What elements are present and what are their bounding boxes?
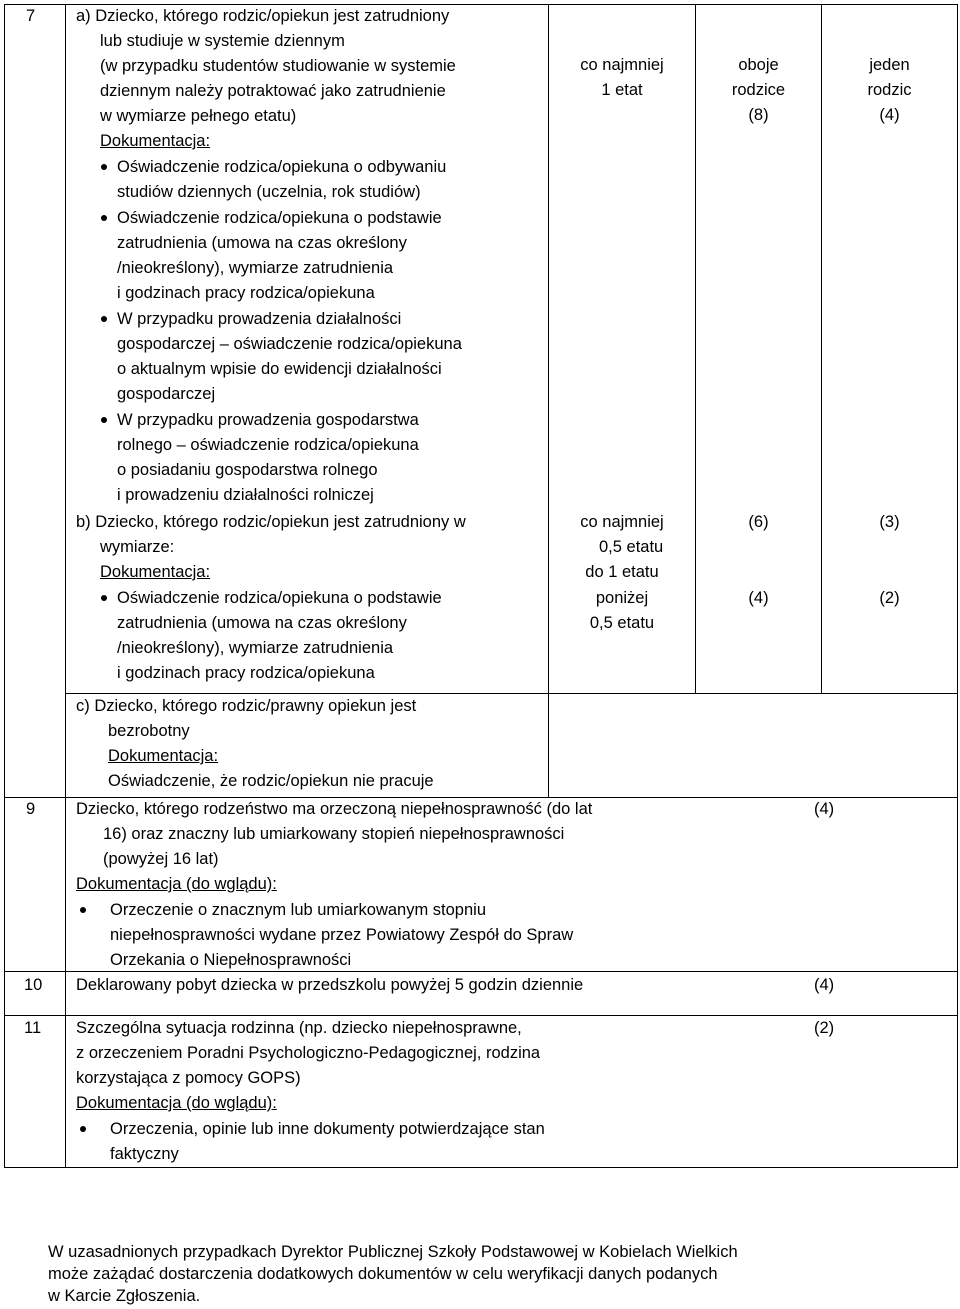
row7a-line-4: dziennym należy potraktować jako zatrudnienie — [100, 82, 446, 100]
both-points: (8) — [748, 106, 769, 124]
row9-b1-line-2: niepełnosprawności wydane przez Powiatowy Zespół do Spraw — [110, 926, 574, 944]
row9-line-1: Dziecko, którego rodzeństwo ma orzeczoną niepełnosprawność (do lat — [76, 800, 593, 818]
row7a-b3-line-1: W przypadku prowadzenia działalności — [117, 310, 402, 328]
row9-line-2: 16) oraz znaczny lub umiarkowany stopień niepełnosprawności — [103, 825, 565, 843]
row7a-b2-line-1: Oświadczenie rodzica/opiekuna o podstawie — [117, 209, 442, 227]
bullet-icon — [101, 595, 107, 601]
row11-line-3: korzystająca z pomocy GOPS) — [76, 1069, 301, 1087]
row10-points: (4) — [814, 976, 835, 994]
row7c-line-2: bezrobotny — [108, 722, 190, 740]
row7b-b1-line-3: /nieokreślony), wymiarze zatrudnienia — [117, 639, 394, 657]
footer-note — [48, 1241, 738, 1307]
row7b-b1-line-1: Oświadczenie rodzica/opiekuna o podstawie — [117, 589, 442, 607]
bullet-icon — [101, 164, 107, 170]
bullet-icon — [101, 215, 107, 221]
row7a-b3-line-2: gospodarczej – oświadczenie rodzica/opiekuna — [117, 335, 462, 353]
row7a-b4-line-3: o posiadaniu gospodarstwa rolnego — [117, 461, 378, 479]
row7a-b1-line-1: Oświadczenie rodzica/opiekuna o odbywaniu — [117, 158, 447, 176]
row9-points: (4) — [814, 800, 835, 818]
row7a-line-2: lub studiuje w systemie dziennym — [100, 32, 345, 50]
row7a-line-5: w wymiarze pełnego etatu) — [100, 107, 297, 125]
row10-description: Deklarowany pobyt dziecka w przedszkolu powyżej 5 godzin dziennie — [76, 976, 584, 994]
row7a-b4-line-2: rolnego – oświadczenie rodzica/opiekuna — [117, 436, 419, 454]
row7b-pts1-both: (6) — [748, 513, 769, 531]
row11-b1-line-1: Orzeczenia, opinie lub inne dokumenty potwierdzające stan — [110, 1120, 545, 1138]
row7a-b3-line-3: o aktualnym wpisie do ewidencji działalności — [117, 360, 442, 378]
row7b-scope2-line-1: poniżej — [595, 589, 649, 607]
row11-points: (2) — [814, 1019, 835, 1037]
footer-line-2: może zażądać dostarczenia dodatkowych dokumentów w celu weryfikacji danych podanych — [48, 1265, 718, 1283]
row7b-b1-line-4: i godzinach pracy rodzica/opiekuna — [117, 664, 375, 682]
row7b-pts2-one: (2) — [879, 589, 900, 607]
row7b-scope1-line-2: 0,5 etatu — [599, 538, 664, 556]
row7a-b1-line-2: studiów dziennych (uczelnia, rok studiów) — [117, 183, 421, 201]
row7b-doc-label: Dokumentacja: — [100, 563, 211, 581]
row7a-scope-line-1: co najmniej — [580, 56, 664, 74]
row-number-10: 10 — [24, 976, 43, 994]
row7b-pts2-both: (4) — [748, 589, 769, 607]
row7a-scope-line-2: 1 etat — [601, 81, 643, 99]
row7a-line-1: a) Dziecko, którego rodzic/opiekun jest zatrudniony — [76, 7, 450, 25]
row7c-doc-text: Oświadczenie, że rodzic/opiekun nie pracuje — [108, 772, 434, 790]
row7b-pts1-one: (3) — [879, 513, 900, 531]
row7a-b2-line-3: /nieokreślony), wymiarze zatrudnienia — [117, 259, 394, 277]
row7a-b4-line-1: W przypadku prowadzenia gospodarstwa — [117, 411, 419, 429]
row11-line-2: z orzeczeniem Poradni Psychologiczno-Pedagogicznej, rodzina — [76, 1044, 541, 1062]
row7b-line-2: wymiarze: — [100, 538, 175, 556]
row7a-line-3: (w przypadku studentów studiowanie w systemie — [100, 57, 456, 75]
row7b-line-1: b) Dziecko, którego rodzic/opiekun jest zatrudniony w — [76, 513, 466, 531]
row7c-line-1: c) Dziecko, którego rodzic/prawny opiekun jest — [76, 697, 417, 715]
row11-doc-label: Dokumentacja (do wglądu): — [76, 1094, 277, 1112]
row7a-doc-label: Dokumentacja: — [100, 132, 211, 150]
bullet-icon — [101, 417, 107, 423]
both-label-2: rodzice — [731, 81, 786, 99]
footer-line-3: w Karcie Zgłoszenia. — [48, 1287, 201, 1305]
bullet-icon — [101, 316, 107, 322]
bullet-icon — [80, 907, 86, 913]
row7a-b3-line-4: gospodarczej — [117, 385, 216, 403]
row-number-11: 11 — [24, 1019, 42, 1037]
one-points: (4) — [879, 106, 900, 124]
row7c-doc-label: Dokumentacja: — [108, 747, 219, 765]
bullet-icon — [80, 1126, 86, 1132]
row7a-b4-line-4: i prowadzeniu działalności rolniczej — [117, 486, 374, 504]
row11-line-1: Szczególna sytuacja rodzinna (np. dziecko niepełnosprawne, — [76, 1019, 522, 1037]
row9-b1-line-3: Orzekania o Niepełnosprawności — [110, 951, 352, 969]
row11-b1-line-2: faktyczny — [110, 1145, 179, 1163]
row7b-b1-line-2: zatrudnienia (umowa na czas określony — [117, 614, 407, 632]
row7b-scope2-line-2: 0,5 etatu — [589, 614, 655, 632]
row9-doc-label: Dokumentacja (do wglądu): — [76, 875, 277, 893]
one-label-2: rodzic — [867, 81, 912, 99]
row9-line-3: (powyżej 16 lat) — [103, 850, 219, 868]
row7a-b2-line-4: i godzinach pracy rodzica/opiekuna — [117, 284, 375, 302]
row-number-7: 7 — [26, 7, 36, 25]
footer-line-1: W uzasadnionych przypadkach Dyrektor Publicznej Szkoły Podstawowej w Kobielach Wielkich — [48, 1243, 738, 1261]
row7a-b2-line-2: zatrudnienia (umowa na czas określony — [117, 234, 407, 252]
row-number-9: 9 — [26, 800, 36, 818]
row9-b1-line-1: Orzeczenie o znacznym lub umiarkowanym stopniu — [110, 901, 486, 919]
row7b-scope1-line-3: do 1 etatu — [585, 563, 659, 581]
both-label-1: oboje — [738, 56, 779, 74]
row7b-scope1-line-1: co najmniej — [580, 513, 664, 531]
one-label-1: jeden — [869, 56, 910, 74]
